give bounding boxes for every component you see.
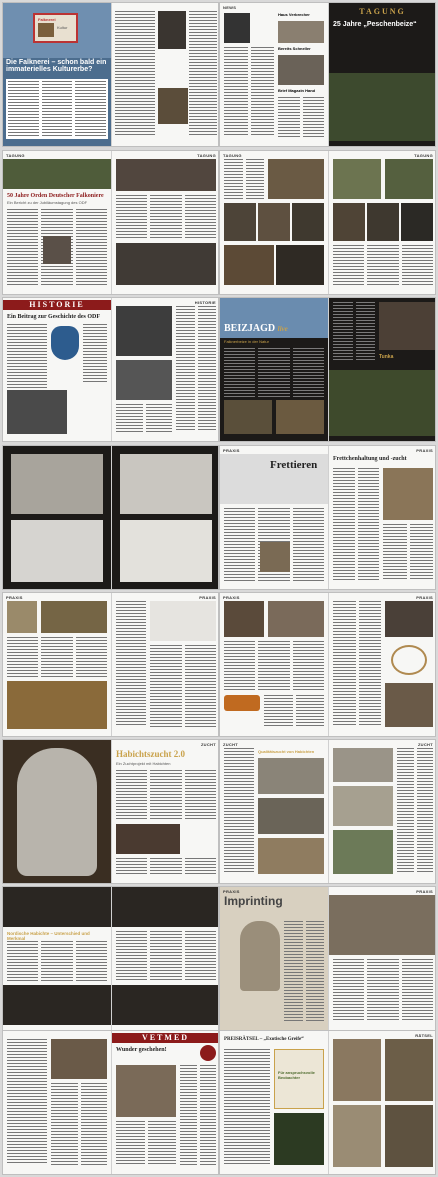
spread-15-title: Wunder geschehen! bbox=[116, 1047, 167, 1053]
spread-11-left bbox=[3, 740, 111, 883]
photo bbox=[333, 748, 393, 782]
falcon-photo bbox=[379, 302, 435, 350]
body-text bbox=[116, 601, 146, 727]
spread-7-left bbox=[3, 446, 111, 589]
odf-crest bbox=[51, 326, 79, 360]
spread-13-left bbox=[3, 887, 111, 1030]
collar-ring bbox=[391, 645, 427, 675]
section-tag: ZUCHT bbox=[200, 742, 216, 747]
photo bbox=[150, 601, 216, 641]
spread-3-sub: Ein Bericht zu der Jubiläumstagung des ODF bbox=[7, 200, 88, 205]
spread-14-right bbox=[328, 887, 436, 1030]
photo bbox=[385, 601, 433, 637]
photo bbox=[51, 1039, 107, 1079]
falcon-flight-photo bbox=[120, 454, 212, 514]
body-text bbox=[7, 941, 107, 981]
section-tag: PRAXIS bbox=[223, 889, 240, 894]
section-tag: TAGUNG bbox=[414, 153, 433, 158]
body-text bbox=[224, 748, 254, 874]
spread-1-right bbox=[111, 3, 219, 146]
body-text bbox=[224, 348, 324, 398]
body-text bbox=[180, 1065, 216, 1165]
body-text bbox=[116, 858, 216, 874]
photo bbox=[268, 601, 324, 637]
photo bbox=[41, 601, 107, 633]
raptor-photo bbox=[385, 1105, 433, 1167]
field-photo bbox=[329, 73, 436, 141]
spread-11-sub: Ein Zuchtprojekt mit Habichten bbox=[116, 761, 171, 766]
section-tag: ZUCHT bbox=[417, 742, 433, 747]
spread-6-sub: Falknerbeize in der Natur bbox=[224, 339, 269, 344]
spread-8-title: Frettieren bbox=[270, 459, 318, 471]
beizjagd-title: BEIZJAGD bbox=[224, 323, 276, 334]
spread-8-right-title: Frettchenhaltung und -zucht bbox=[333, 456, 407, 462]
body-text bbox=[264, 695, 324, 727]
section-tag: RÄTSEL bbox=[415, 1033, 433, 1038]
spread-1-title: Die Falknerei – schon bald ein immaterielles Kulturerbe? bbox=[6, 59, 107, 74]
historic-photo bbox=[116, 360, 172, 400]
spread-5-left bbox=[3, 298, 111, 441]
panel-photo bbox=[116, 159, 216, 191]
spread-6-left bbox=[220, 298, 328, 441]
spread-4-left bbox=[220, 151, 328, 294]
section-tag: PRAXIS bbox=[6, 595, 23, 600]
photo bbox=[333, 159, 381, 199]
spread-9-left bbox=[3, 593, 111, 736]
section-banner: VETMED bbox=[112, 1033, 219, 1043]
body-text bbox=[176, 306, 216, 432]
spread-2-right bbox=[328, 3, 436, 146]
body-text bbox=[333, 302, 375, 362]
photo bbox=[258, 203, 290, 241]
group-photo bbox=[3, 159, 111, 189]
hawk-row-photo bbox=[112, 887, 219, 927]
spread-13[interactable] bbox=[2, 886, 219, 1031]
raptor-photo bbox=[333, 1039, 381, 1101]
spread-3[interactable] bbox=[2, 150, 219, 295]
body-text bbox=[333, 601, 381, 727]
body-text bbox=[333, 245, 433, 285]
photo bbox=[385, 683, 433, 727]
spread-5-title: Ein Beitrag zur Geschichte des ODF bbox=[7, 314, 101, 320]
spread-2-title: 25 Jahre „Peschenbeize“ bbox=[333, 21, 417, 28]
spread-15-left bbox=[3, 1031, 111, 1174]
spread-12-left bbox=[220, 740, 328, 883]
news-photo bbox=[278, 21, 324, 43]
live-title: live bbox=[277, 325, 288, 333]
body-text bbox=[6, 79, 108, 139]
breeders-photo bbox=[116, 824, 180, 854]
spread-12-right bbox=[328, 740, 436, 883]
falcon-flight-photo bbox=[11, 454, 103, 514]
spread-3-left bbox=[3, 151, 111, 294]
photo bbox=[224, 601, 264, 637]
historic-photo bbox=[116, 306, 172, 356]
photo bbox=[260, 542, 290, 572]
section-tag: PRAXIS bbox=[223, 448, 240, 453]
body-text bbox=[51, 1083, 107, 1165]
section-tag: PRAXIS bbox=[223, 595, 240, 600]
body-text bbox=[278, 97, 324, 137]
spread-11-title: Habichtszucht 2.0 bbox=[116, 749, 186, 759]
photo bbox=[292, 203, 324, 241]
photo bbox=[268, 159, 324, 199]
body-text bbox=[383, 524, 433, 580]
section-tag: TAGUNG bbox=[6, 153, 25, 158]
body-text bbox=[116, 931, 216, 981]
sign-photo bbox=[33, 13, 78, 43]
section-tag: TAGUNG bbox=[197, 153, 216, 158]
section-tag: TAGUNG bbox=[223, 153, 242, 158]
section-tag: ZUCHT bbox=[223, 742, 239, 747]
spread-8-left bbox=[220, 446, 328, 589]
hawk-row-photo bbox=[112, 985, 219, 1025]
spread-10-left bbox=[220, 593, 328, 736]
photo bbox=[333, 786, 393, 826]
body-text bbox=[189, 11, 217, 136]
photo bbox=[224, 203, 256, 241]
book-photo bbox=[158, 11, 186, 49]
photo bbox=[367, 203, 399, 241]
spread-5[interactable] bbox=[2, 297, 219, 442]
spread-6-right bbox=[328, 298, 436, 441]
spread-14-title: Imprinting bbox=[224, 894, 283, 908]
spread-7-right bbox=[111, 446, 219, 589]
spread-2[interactable] bbox=[219, 2, 436, 147]
photo bbox=[7, 681, 107, 729]
body-text bbox=[150, 645, 216, 727]
spread-1-left bbox=[3, 3, 111, 146]
spread-13-right bbox=[111, 887, 219, 1030]
spread-10-right bbox=[328, 593, 436, 736]
body-text bbox=[7, 1039, 47, 1165]
body-text bbox=[83, 324, 107, 384]
side-item-3: Brief Magazin Hand bbox=[278, 88, 316, 93]
body-text bbox=[284, 921, 324, 1021]
spread-16-left bbox=[220, 1031, 328, 1174]
photo bbox=[385, 159, 433, 199]
spread-8-right bbox=[328, 446, 436, 589]
spread-15[interactable] bbox=[2, 1030, 219, 1175]
photo bbox=[224, 400, 272, 434]
spread-14[interactable] bbox=[219, 886, 436, 1031]
section-tag: NEWS bbox=[223, 5, 237, 10]
spread-9-right bbox=[111, 593, 219, 736]
body-text bbox=[333, 468, 379, 580]
hawk-photo bbox=[329, 895, 436, 955]
side-item-1: Haus Verbrecher bbox=[278, 12, 310, 17]
spread-1[interactable] bbox=[2, 2, 219, 147]
owl-photo bbox=[116, 1065, 176, 1117]
body-text bbox=[333, 959, 433, 1021]
goshawk-photo bbox=[17, 748, 97, 876]
spread-5-right bbox=[111, 298, 219, 441]
cage-photo bbox=[383, 468, 433, 520]
spread-8[interactable] bbox=[219, 445, 436, 590]
falcon-thumb bbox=[38, 23, 54, 37]
collar-photo bbox=[224, 695, 260, 711]
raptor-photo bbox=[385, 1039, 433, 1101]
spread-12-title: Qualitätszucht von Habichten bbox=[258, 749, 315, 754]
spread-7[interactable] bbox=[2, 445, 219, 590]
body-text bbox=[224, 1049, 270, 1165]
body-text bbox=[116, 404, 172, 432]
photo bbox=[7, 601, 37, 633]
body-text bbox=[224, 641, 324, 691]
photo bbox=[276, 245, 324, 285]
prize-ad[interactable] bbox=[274, 1049, 324, 1109]
photographer-photo bbox=[329, 370, 436, 436]
binoculars-ad[interactable] bbox=[274, 1113, 324, 1165]
spread-16-title: PREISRÄTSEL – „Exotische Greife“ bbox=[224, 1037, 304, 1042]
spread-6[interactable] bbox=[219, 297, 436, 442]
photo bbox=[258, 758, 324, 794]
spread-4[interactable] bbox=[219, 150, 436, 295]
spread-6-title bbox=[224, 324, 324, 335]
spread-14-left bbox=[220, 887, 328, 1030]
portrait-photo bbox=[43, 236, 71, 264]
spread-13-title: Nordische Habichte – Unterschied und Merkmal bbox=[7, 931, 90, 942]
body-text bbox=[116, 1121, 176, 1165]
spread-11-right bbox=[111, 740, 219, 883]
side-item-2: Bereits Schneller bbox=[278, 46, 311, 51]
sign-sub: Kultur bbox=[57, 25, 68, 30]
historic-photo bbox=[7, 390, 67, 434]
spread-16-right bbox=[328, 1031, 436, 1174]
body-text bbox=[7, 637, 107, 677]
body-text bbox=[116, 195, 216, 240]
photo bbox=[333, 203, 365, 241]
body-text bbox=[224, 159, 264, 199]
photo bbox=[224, 245, 274, 285]
body-text bbox=[224, 47, 274, 137]
spread-12[interactable] bbox=[219, 739, 436, 884]
spread-3-right bbox=[111, 151, 219, 294]
hawk-photo bbox=[240, 921, 280, 991]
body-text bbox=[397, 748, 433, 874]
spread-10[interactable] bbox=[219, 592, 436, 737]
section-tag: HISTORIE bbox=[194, 300, 216, 305]
group-photo-2 bbox=[116, 243, 216, 285]
falconer-photo bbox=[158, 88, 188, 124]
section-tag: PRAXIS bbox=[199, 595, 216, 600]
falcon-flight-photo bbox=[11, 520, 103, 582]
photo bbox=[333, 830, 393, 874]
spread-15-right bbox=[111, 1031, 219, 1174]
section-tag: PRAXIS bbox=[416, 448, 433, 453]
raptor-photo bbox=[333, 1105, 381, 1167]
snow-photo bbox=[120, 520, 212, 582]
prize-ad-text: Für anspruchsvolle Beobachter bbox=[278, 1070, 315, 1080]
photo bbox=[258, 838, 324, 874]
caption: Tunka bbox=[379, 354, 394, 360]
spread-4-right bbox=[328, 151, 436, 294]
photo bbox=[258, 798, 324, 834]
portrait-photo bbox=[224, 13, 250, 43]
section-tag: PRAXIS bbox=[416, 889, 433, 894]
body-text bbox=[115, 11, 155, 136]
sign-title: Falknerei bbox=[38, 17, 56, 22]
spread-9[interactable] bbox=[2, 592, 219, 737]
hawk-row-photo bbox=[3, 985, 111, 1025]
photo bbox=[276, 400, 324, 434]
section-tag: PRAXIS bbox=[416, 595, 433, 600]
photo bbox=[401, 203, 433, 241]
spread-16[interactable] bbox=[219, 1030, 436, 1175]
section-banner: HISTORIE bbox=[3, 300, 111, 310]
body-text bbox=[116, 770, 216, 820]
spread-2-left bbox=[220, 3, 328, 146]
spread-11[interactable] bbox=[2, 739, 219, 884]
news-photo-2 bbox=[278, 55, 324, 85]
section-banner: TAGUNG bbox=[359, 7, 406, 16]
vetmed-logo bbox=[200, 1045, 216, 1061]
spread-3-title: 50 Jahre Orden Deutscher Falkoniere bbox=[7, 193, 104, 199]
hawk-row-photo bbox=[3, 887, 111, 927]
